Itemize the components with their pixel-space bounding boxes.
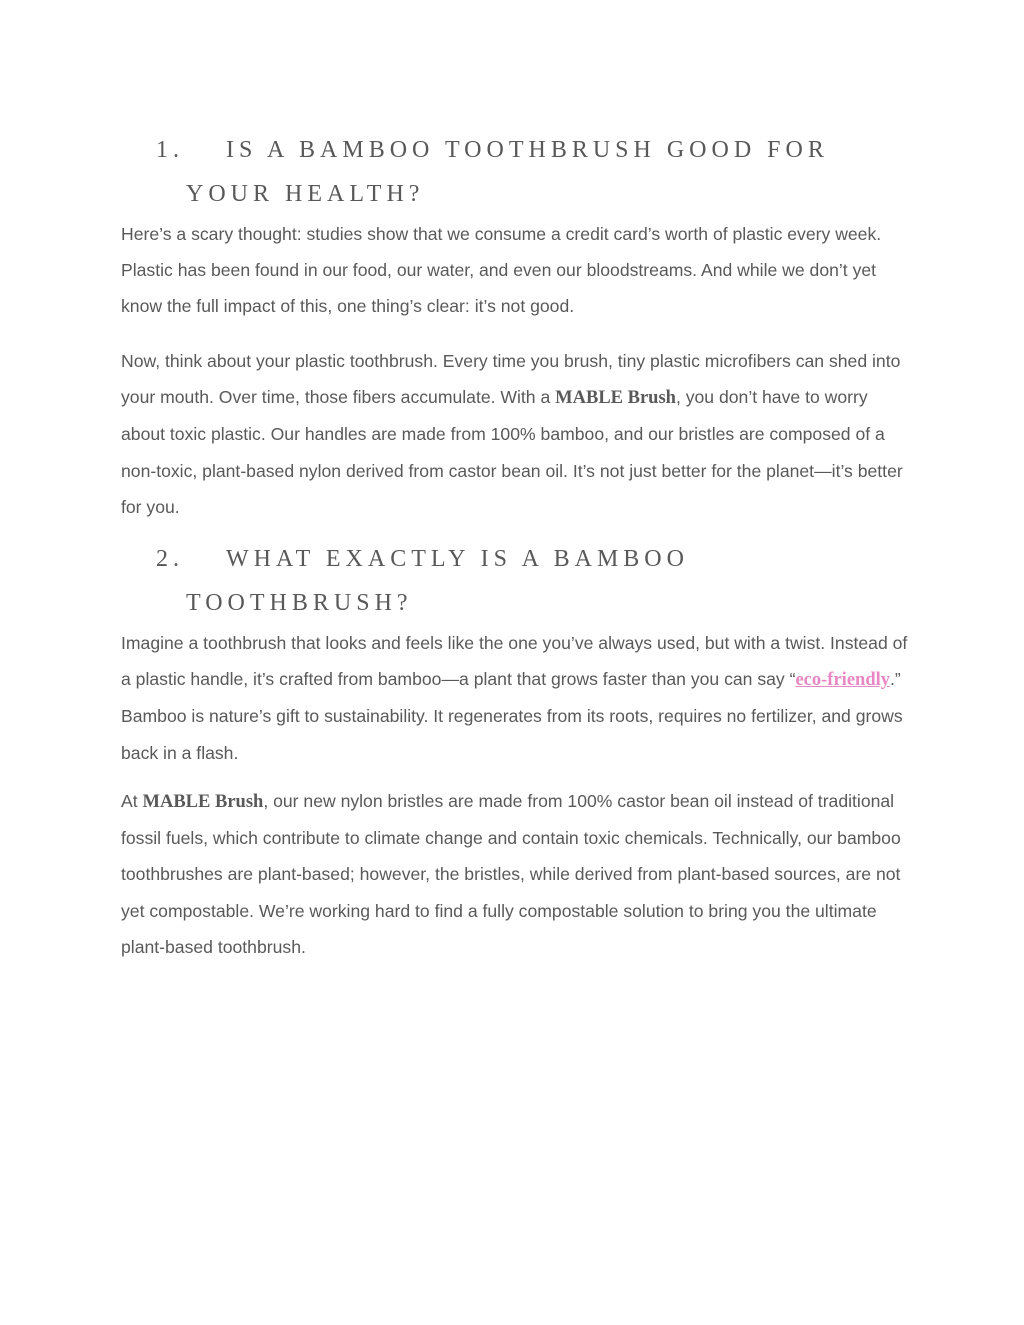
brand-name: MABLE Brush xyxy=(555,388,676,409)
section-2-paragraph-1-text-b: .” Bamboo is nature’s gift to sustainability. It regenerates from its roots, requires no fertilizer, and grows back in a flash. xyxy=(121,669,903,763)
section-2-paragraph-1-text-a: Imagine a toothbrush that looks and feels like the one you’ve always used, but with a twist. Instead of a plastic handle, it’s crafted from bamboo—a plant that grows faster than you can say “ xyxy=(121,633,908,690)
section-1-title-line-2: YOUR HEALTH? xyxy=(186,181,425,207)
section-2-title-line-1: WHAT EXACTLY IS A BAMBOO xyxy=(226,546,689,572)
section-1-title-line-1: IS A BAMBOO TOOTHBRUSH GOOD FOR xyxy=(226,137,829,163)
section-1-paragraph-2-text-a: Now, think about your plastic toothbrush. Every time you brush, tiny plastic microfibers can shed into your mouth. Over time, those fibers accumulate. With a xyxy=(121,351,901,408)
section-1-paragraph-1: Here’s a scary thought: studies show that we consume a credit card’s worth of plastic every week. Plastic has been found in our food, our water, and even our bloodstreams. And while we don’t yet know the full impact of this, one thing’s clear: it’s not good. xyxy=(121,224,882,317)
section-2-number: 2. xyxy=(156,546,184,572)
section-1-paragraph-2-text-b: , you don’t have to worry about toxic plastic. Our handles are made from 100% bamboo, and our bristles are composed of a non-toxic, plant-based nylon derived from castor bean oil. It’s not just better for the planet—it’s better for you. xyxy=(121,387,903,517)
section-2-title-line-2: TOOTHBRUSH? xyxy=(186,590,413,616)
section-2-paragraph-2-text-b: , our new nylon bristles are made from 100% castor bean oil instead of traditional fossil fuels, which contribute to climate change and contain toxic chemicals. Technically, our bamboo toothbrushes are plant-based; however, the bristles, while derived from plant-based sources, are not yet compostable. We’re working hard to find a fully compostable solution to bring you the ultimate plant-based toothbrush. xyxy=(121,791,901,957)
section-2-paragraph-1 xyxy=(121,625,911,771)
eco-friendly-link[interactable]: eco-friendly xyxy=(795,670,890,691)
section-2-paragraph-2 xyxy=(121,783,911,965)
brand-name: MABLE Brush xyxy=(142,792,264,812)
section-1-paragraph-2 xyxy=(121,343,911,525)
section-1-heading xyxy=(156,128,856,216)
section-1-number: 1. xyxy=(156,137,184,163)
section-2-heading xyxy=(156,537,856,625)
section-2-paragraph-2-text-a: At xyxy=(121,791,143,811)
